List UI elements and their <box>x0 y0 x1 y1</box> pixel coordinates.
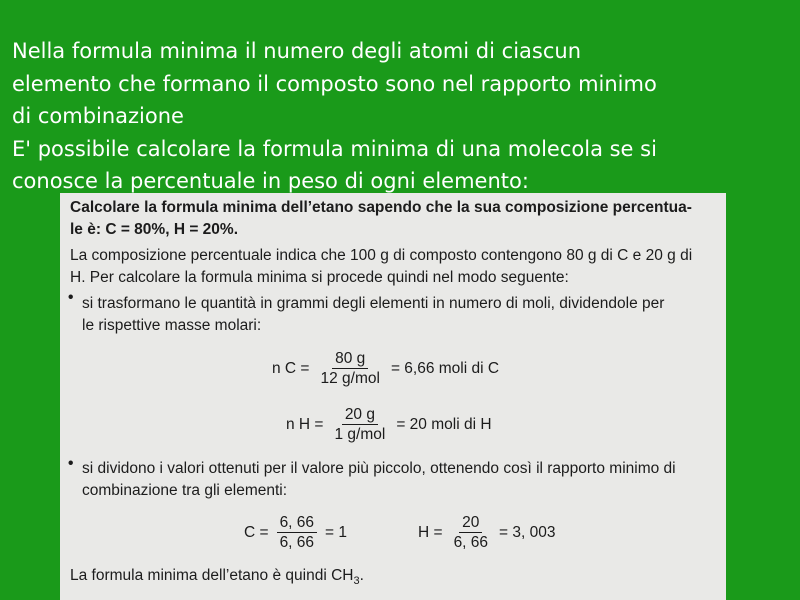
intro-line: Nella formula minima il numero degli atomi di ciascun <box>12 39 581 63</box>
fraction <box>331 405 388 444</box>
equation-moles-carbon <box>272 349 499 388</box>
intro-line: conosce la percentuale in peso di ogni elemento: <box>12 169 529 193</box>
fraction <box>451 513 491 552</box>
equation-lhs: H = <box>418 523 443 541</box>
exercise-title-line: le è: C = 80%, H = 20%. <box>70 221 239 238</box>
fraction-numerator: 20 <box>459 513 482 533</box>
ratio-carbon <box>244 513 347 552</box>
bullet-line: si dividono i valori ottenuti per il valore più piccolo, ottenendo così il rapporto minimo di <box>82 460 676 477</box>
equation-lhs: C = <box>244 523 269 541</box>
intro-text <box>12 35 792 198</box>
bullet-line: si trasformano le quantità in grammi degli elementi in numero di moli, dividendole per <box>82 295 665 312</box>
fraction-numerator: 6, 66 <box>277 513 317 533</box>
exercise-title-line: Calcolare la formula minima dell’etano sapendo che la sua composizione percentua- <box>70 199 692 216</box>
equation-rhs: = 20 moli di H <box>396 415 492 433</box>
equation-lhs: n H = <box>286 415 324 433</box>
paragraph-line: H. Per calcolare la formula minima si procede quindi nel modo seguente: <box>70 269 569 286</box>
conclusion-subscript: 3 <box>353 575 360 588</box>
bullet-line: combinazione tra gli elementi: <box>82 482 288 499</box>
bullet-marker: • <box>68 289 74 306</box>
intro-line: elemento che formano il composto sono nel rapporto minimo <box>12 71 657 96</box>
paragraph-line: La composizione percentuale indica che 100 g di composto contengono 80 g di C e 20 g di <box>70 247 693 264</box>
equation-moles-hydrogen <box>286 405 492 444</box>
intro-line: E' possibile calcolare la formula minima di una molecola se si <box>12 136 657 161</box>
fraction <box>317 349 382 388</box>
conclusion-line <box>70 565 364 592</box>
conclusion-period: . <box>359 567 364 584</box>
equation-rhs: = 6,66 moli di C <box>390 359 500 377</box>
ratio-hydrogen <box>418 513 556 552</box>
conclusion-text: La formula minima dell’etano è quindi CH <box>70 567 354 584</box>
equation-rhs: = 1 <box>325 523 348 541</box>
fraction-denominator: 6, 66 <box>279 534 315 551</box>
intro-line: di combinazione <box>12 104 184 128</box>
fraction-numerator: 80 g <box>332 349 368 369</box>
equation-lhs: n C = <box>272 359 310 377</box>
fraction-denominator: 1 g/mol <box>334 426 386 443</box>
fraction-numerator: 20 g <box>342 405 378 425</box>
fraction-denominator: 6, 66 <box>453 534 489 551</box>
fraction <box>277 513 317 552</box>
fraction-denominator: 12 g/mol <box>320 370 380 387</box>
equation-rhs: = 3, 003 <box>499 523 556 541</box>
scanned-textbook-excerpt <box>60 193 726 600</box>
bullet-line: le rispettive masse molari: <box>82 317 262 334</box>
bullet-marker: • <box>68 455 74 472</box>
